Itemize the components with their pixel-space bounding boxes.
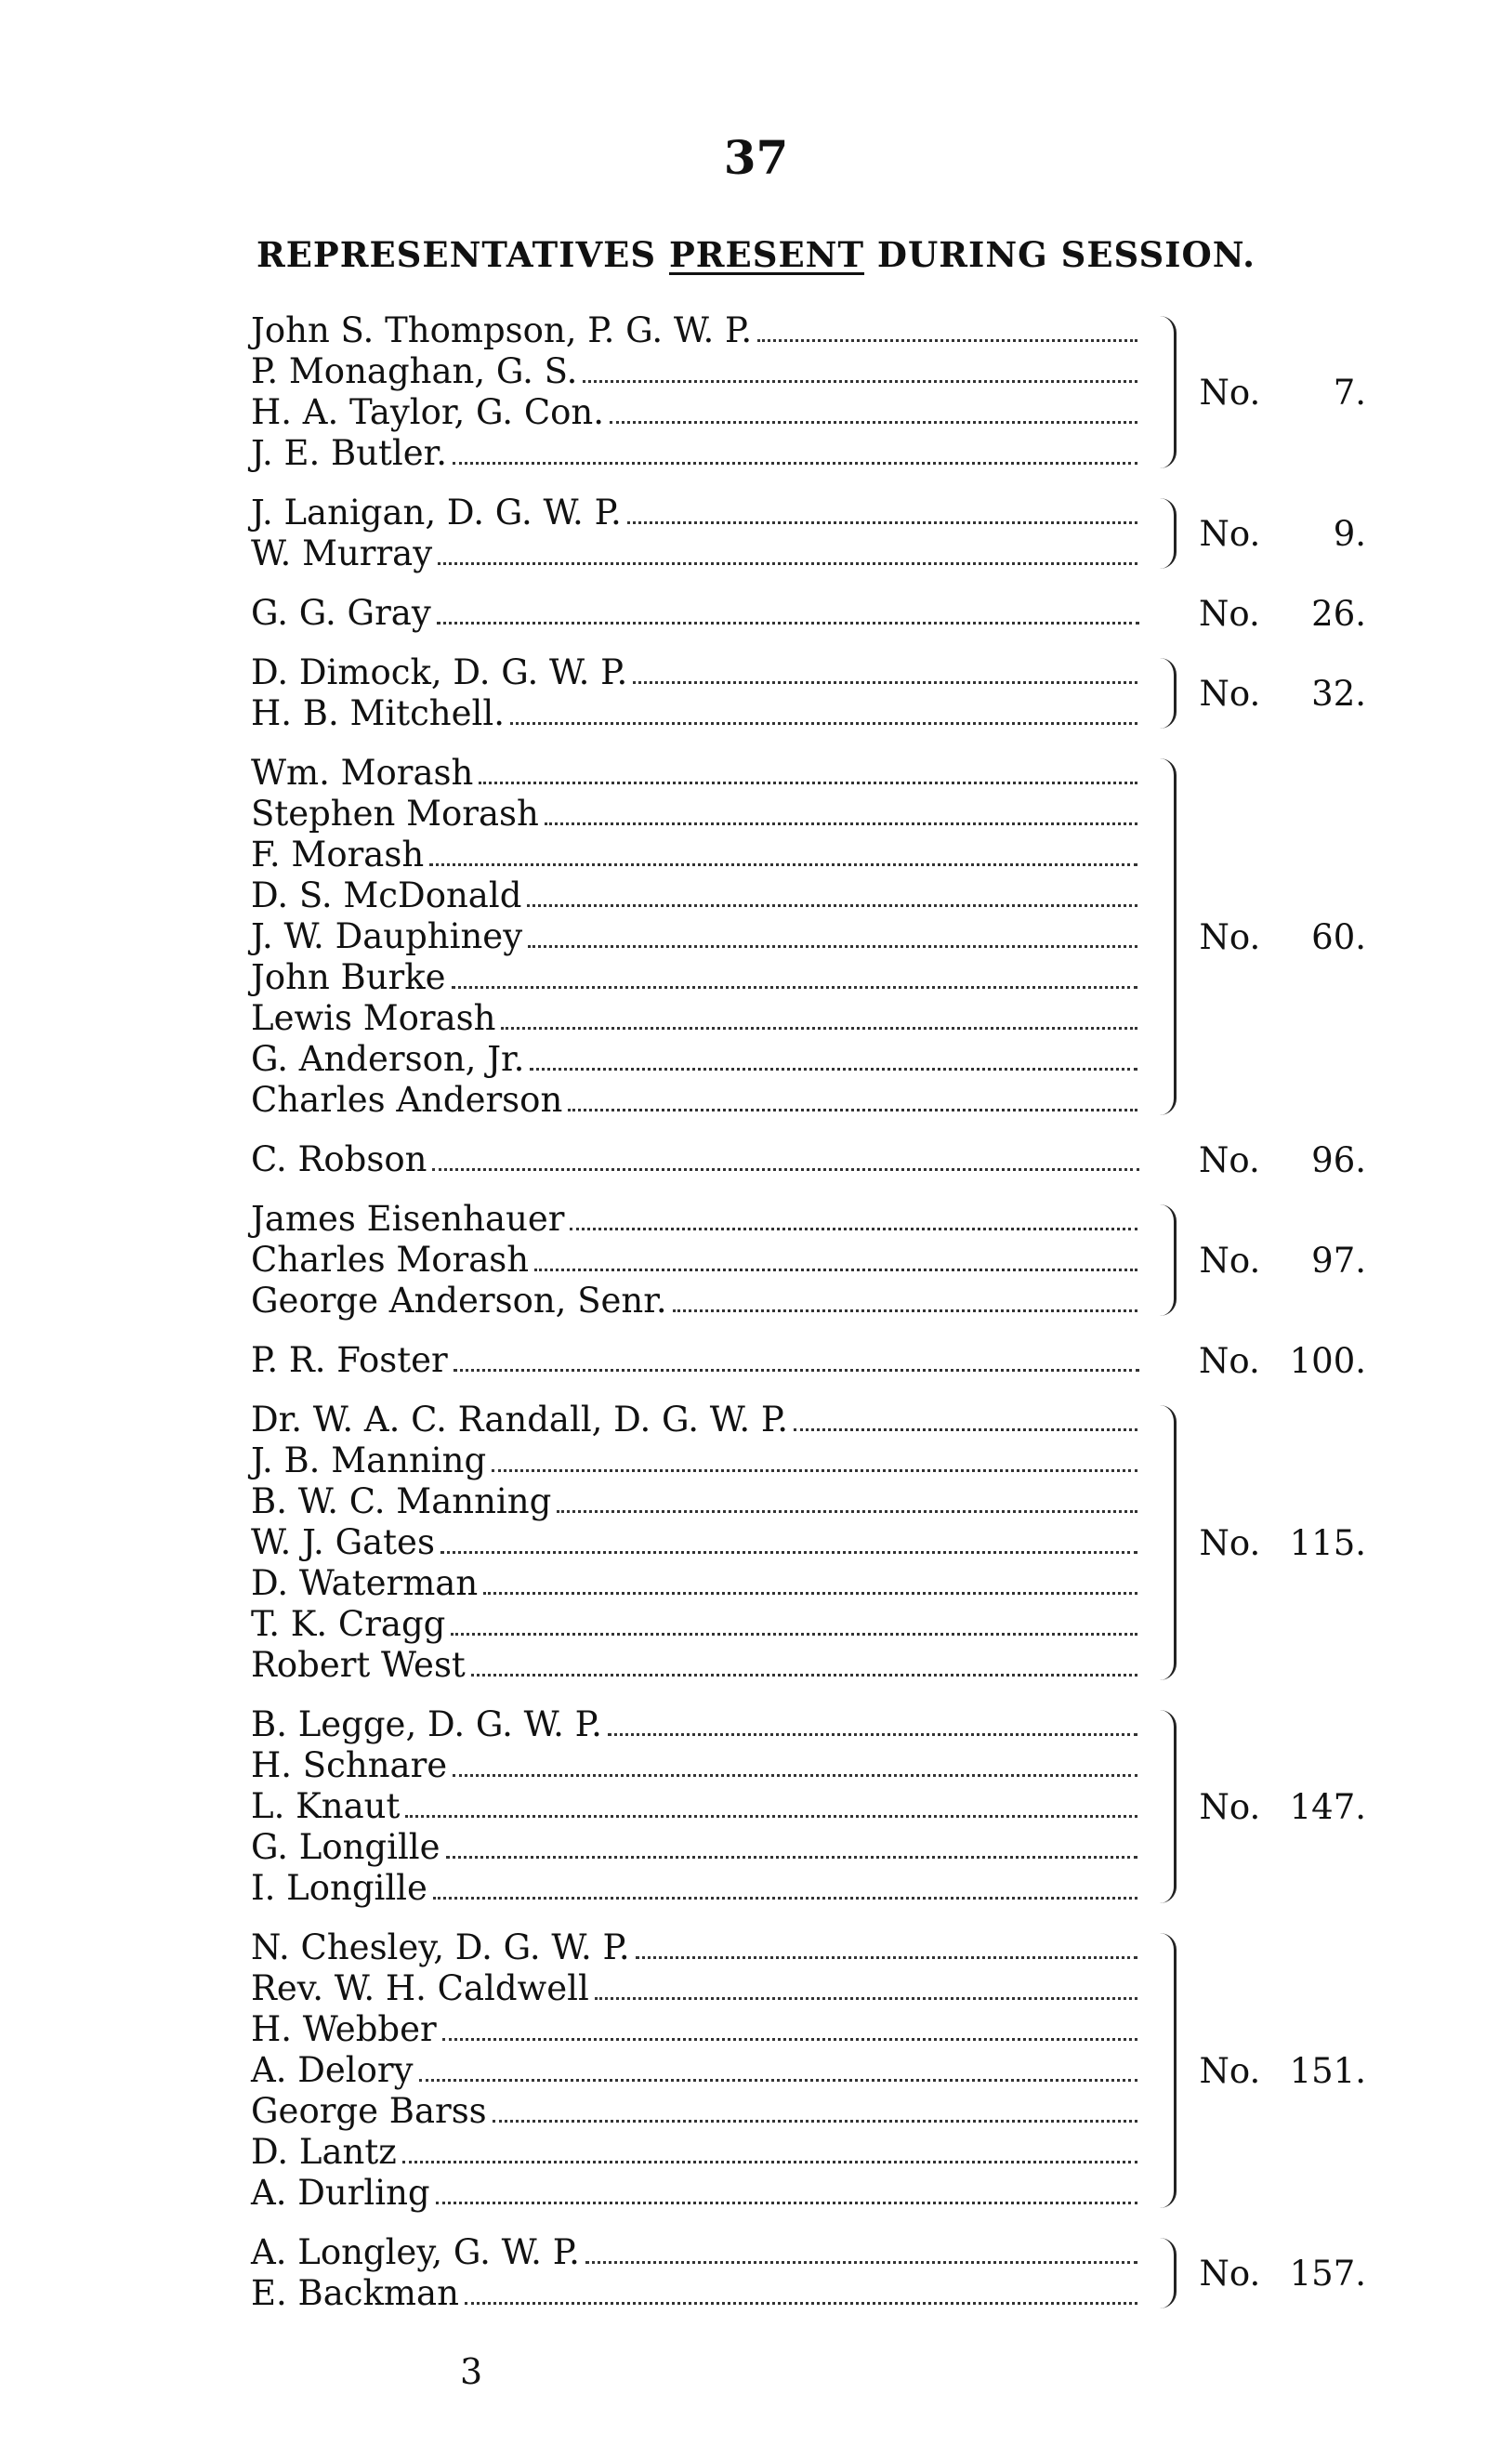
representative-name: D. Dimock, D. G. W. P. — [251, 652, 628, 692]
lodge-number — [1199, 1523, 1366, 1563]
dot-leader — [405, 1815, 1137, 1818]
lodge-number-value: 9. — [1333, 513, 1366, 554]
lodge-number — [1199, 514, 1366, 554]
lodge-number — [1199, 1140, 1366, 1180]
representative-names — [251, 2232, 1143, 2314]
dot-leader — [530, 1068, 1137, 1071]
representative-row — [251, 1745, 1143, 1786]
lodge-number-label: No. — [1199, 1139, 1260, 1180]
lodge-number-value: 157. — [1289, 2253, 1366, 2294]
representative-row — [251, 835, 1143, 875]
representative-name: James Eisenhauer — [251, 1199, 565, 1239]
representative-row — [251, 1281, 1143, 1322]
representative-row — [251, 493, 1143, 533]
signature-mark: 3 — [460, 2351, 483, 2392]
lodge-number — [1199, 2051, 1366, 2091]
lodge-number-label: No. — [1199, 1340, 1260, 1381]
representative-row — [251, 998, 1143, 1039]
representative-name: C. Robson — [251, 1139, 427, 1179]
representative-name: George Barss — [251, 2091, 487, 2131]
lodge-number-value: 147. — [1289, 1786, 1366, 1827]
dot-leader — [534, 1269, 1137, 1271]
group-brace — [1154, 598, 1177, 628]
representative-names — [251, 652, 1143, 734]
group-brace — [1152, 758, 1177, 1115]
dot-leader — [440, 1551, 1137, 1554]
representative-name: D. Lantz — [251, 2132, 397, 2172]
dot-leader — [453, 1774, 1137, 1777]
representative-name: Robert West — [251, 1645, 466, 1685]
lodge-number-value: 60. — [1311, 916, 1366, 957]
representative-name: N. Chesley, D. G. W. P. — [251, 1927, 630, 1967]
dot-leader — [583, 380, 1137, 383]
lodge-group — [251, 2232, 1366, 2314]
dot-leader — [465, 2302, 1137, 2305]
representative-row — [251, 2091, 1143, 2132]
page-number: 37 — [723, 130, 789, 185]
lodge-number — [1199, 373, 1366, 413]
representative-name: W. Murray — [251, 533, 433, 573]
representative-row — [251, 1139, 1145, 1180]
representative-row — [251, 1522, 1143, 1563]
representative-row — [251, 2050, 1143, 2091]
representative-name: H. A. Taylor, G. Con. — [251, 392, 604, 432]
lodge-number-value: 96. — [1311, 1139, 1366, 1180]
lodge-number-label: No. — [1199, 1240, 1261, 1281]
dot-leader — [608, 1733, 1137, 1736]
lodge-number-label: No. — [1199, 1786, 1261, 1827]
representative-name: B. W. C. Manning — [251, 1481, 552, 1521]
lodge-number-value: 7. — [1333, 372, 1366, 413]
representative-row — [251, 1868, 1143, 1909]
representative-row — [251, 2173, 1143, 2214]
representative-row — [251, 1340, 1145, 1381]
group-brace — [1152, 658, 1177, 729]
representative-name: J. E. Butler. — [251, 433, 448, 473]
dot-leader — [585, 2261, 1137, 2264]
representative-name: D. Waterman — [251, 1563, 479, 1603]
lodge-number-label: No. — [1199, 916, 1261, 957]
group-brace — [1152, 1405, 1177, 1680]
lodge-number-label: No. — [1199, 2253, 1261, 2294]
dot-leader — [610, 421, 1137, 424]
lodge-group — [251, 593, 1366, 634]
representative-names — [251, 1927, 1143, 2214]
dot-leader — [527, 904, 1137, 907]
dot-leader — [545, 822, 1137, 825]
dot-leader — [442, 2038, 1137, 2041]
dot-leader — [454, 1369, 1139, 1372]
lodge-number — [1199, 1787, 1366, 1827]
lodge-group — [251, 652, 1366, 734]
representative-row — [251, 693, 1143, 734]
representative-row — [251, 652, 1143, 693]
representative-names — [251, 1199, 1143, 1322]
lodge-number-label: No. — [1199, 1522, 1261, 1563]
representative-names — [251, 310, 1143, 474]
representative-name: J. W. Dauphiney — [251, 916, 523, 956]
lodge-number-label: No. — [1199, 372, 1261, 413]
representative-name: A. Durling — [251, 2173, 430, 2213]
dot-leader — [438, 562, 1137, 565]
dot-leader — [452, 986, 1137, 989]
lodge-number-value: 151. — [1289, 2050, 1366, 2091]
representative-row — [251, 875, 1143, 916]
dot-leader — [492, 1469, 1137, 1472]
dot-leader — [432, 1168, 1139, 1171]
representative-name: L. Knaut — [251, 1786, 401, 1826]
representative-name: P. Monaghan, G. S. — [251, 351, 578, 391]
lodge-number — [1199, 594, 1366, 634]
lodge-group — [251, 1400, 1366, 1686]
representative-row — [251, 1604, 1143, 1645]
representative-name: Lewis Morash — [251, 998, 496, 1038]
representative-name: P. R. Foster — [251, 1340, 448, 1380]
representative-row — [251, 2009, 1143, 2050]
representative-name: J. B. Manning — [251, 1440, 487, 1480]
representative-row — [251, 957, 1143, 998]
representative-name: John Burke — [251, 957, 446, 997]
representative-name: W. J. Gates — [251, 1522, 435, 1562]
representative-names — [251, 593, 1145, 634]
group-brace — [1152, 1933, 1177, 2208]
dot-leader — [429, 863, 1137, 866]
representative-row — [251, 1400, 1143, 1440]
representative-row — [251, 1080, 1143, 1121]
lodge-number-value: 100. — [1289, 1340, 1366, 1381]
group-brace — [1154, 1346, 1177, 1375]
lodge-number — [1199, 917, 1366, 957]
representative-name: G. Anderson, Jr. — [251, 1039, 525, 1079]
dot-leader — [483, 1592, 1137, 1595]
representative-row — [251, 2132, 1143, 2173]
lodge-group — [251, 1139, 1366, 1180]
representative-name: E. Backman — [251, 2273, 459, 2313]
representative-row — [251, 1786, 1143, 1827]
dot-leader — [595, 1997, 1137, 2000]
representative-name: I. Longille — [251, 1868, 427, 1908]
lodge-number-value: 32. — [1311, 673, 1366, 714]
dot-leader — [633, 681, 1137, 684]
lodge-group — [251, 310, 1366, 474]
dot-leader — [501, 1027, 1137, 1030]
dot-leader — [433, 1897, 1137, 1900]
dot-leader — [568, 1109, 1137, 1111]
page-heading — [0, 234, 1512, 275]
representative-name: A. Longley, G. W. P. — [251, 2232, 580, 2272]
dot-leader — [528, 945, 1137, 948]
representative-row — [251, 392, 1143, 433]
representative-names — [251, 753, 1143, 1121]
representative-name: G. Longille — [251, 1827, 440, 1867]
lodge-group — [251, 1704, 1366, 1909]
lodge-number — [1199, 2254, 1366, 2294]
group-brace — [1154, 1145, 1177, 1175]
dot-leader — [419, 2079, 1137, 2082]
representative-row — [251, 753, 1143, 794]
representative-name: B. Legge, D. G. W. P. — [251, 1704, 602, 1744]
representative-name: John S. Thompson, P. G. W. P. — [251, 310, 753, 350]
lodge-number-value: 97. — [1311, 1240, 1366, 1281]
representative-name: H. Webber — [251, 2009, 437, 2049]
dot-leader — [436, 2202, 1137, 2204]
heading-text-end: DURING SESSION. — [864, 234, 1256, 275]
representative-row — [251, 1440, 1143, 1481]
lodge-number-label: No. — [1199, 513, 1261, 554]
representative-row — [251, 1481, 1143, 1522]
representative-name: T. K. Cragg — [251, 1604, 446, 1644]
representative-name: G. G. Gray — [251, 593, 431, 633]
representative-name: Charles Anderson — [251, 1080, 563, 1120]
lodge-group — [251, 493, 1366, 574]
representative-names — [251, 1340, 1145, 1381]
lodge-group — [251, 753, 1366, 1121]
dot-leader — [557, 1510, 1137, 1513]
representative-row — [251, 2273, 1143, 2314]
representative-row — [251, 1827, 1143, 1868]
representative-name: George Anderson, Senr. — [251, 1281, 667, 1321]
group-brace — [1152, 498, 1177, 569]
lodge-number-value: 26. — [1311, 593, 1366, 634]
dot-leader — [636, 1956, 1137, 1959]
representative-row — [251, 1927, 1143, 1968]
representative-name: A. Delory — [251, 2050, 414, 2090]
dot-leader — [446, 1856, 1137, 1859]
dot-leader — [493, 2120, 1137, 2123]
representative-row — [251, 1645, 1143, 1686]
dot-leader — [479, 782, 1137, 784]
lodge-number — [1199, 1241, 1366, 1281]
heading-text-start: REPRESENTATIVES — [256, 234, 669, 275]
representative-names — [251, 1139, 1145, 1180]
representative-row — [251, 310, 1143, 351]
dot-leader — [757, 339, 1137, 342]
dot-leader — [402, 2161, 1137, 2163]
dot-leader — [453, 462, 1137, 465]
dot-leader — [627, 521, 1137, 524]
representative-name: J. Lanigan, D. G. W. P. — [251, 493, 622, 533]
dot-leader — [570, 1228, 1137, 1230]
representative-names — [251, 493, 1143, 574]
lodge-group — [251, 1199, 1366, 1322]
lodge-number-value: 115. — [1289, 1522, 1366, 1563]
representative-row — [251, 1039, 1143, 1080]
dot-leader — [510, 722, 1137, 725]
representative-name: Dr. W. A. C. Randall, D. G. W. P. — [251, 1400, 789, 1440]
representative-row — [251, 533, 1143, 574]
representative-row — [251, 1704, 1143, 1745]
group-brace — [1152, 2238, 1177, 2308]
dot-leader — [437, 622, 1139, 625]
representative-name: F. Morash — [251, 835, 425, 875]
group-brace — [1152, 1710, 1177, 1903]
representative-names — [251, 1400, 1143, 1686]
representative-name: H. Schnare — [251, 1745, 448, 1785]
lodge-number-label: No. — [1199, 2050, 1261, 2091]
dot-leader — [451, 1633, 1137, 1636]
representative-row — [251, 593, 1145, 634]
dot-leader — [471, 1674, 1137, 1677]
lodge-number — [1199, 674, 1366, 714]
representative-row — [251, 351, 1143, 392]
representative-row — [251, 1199, 1143, 1240]
dot-leader — [673, 1309, 1137, 1312]
representative-name: D. S. McDonald — [251, 875, 522, 915]
representative-row — [251, 1968, 1143, 2009]
lodge-number — [1199, 1341, 1366, 1381]
representative-row — [251, 2232, 1143, 2273]
dot-leader — [794, 1428, 1137, 1431]
group-brace — [1152, 316, 1177, 468]
representative-name: Charles Morash — [251, 1240, 530, 1280]
representative-name: Wm. Morash — [251, 753, 474, 793]
representative-name: Rev. W. H. Caldwell — [251, 1968, 589, 2008]
representative-row — [251, 794, 1143, 835]
representatives-list — [251, 310, 1366, 2333]
lodge-group — [251, 1340, 1366, 1381]
lodge-group — [251, 1927, 1366, 2214]
heading-text-underlined: PRESENT — [668, 234, 865, 275]
group-brace — [1152, 1204, 1177, 1316]
representative-row — [251, 433, 1143, 474]
representative-name: Stephen Morash — [251, 794, 539, 834]
representative-row — [251, 916, 1143, 957]
lodge-number-label: No. — [1199, 673, 1261, 714]
representative-name: H. B. Mitchell. — [251, 693, 505, 733]
representative-row — [251, 1563, 1143, 1604]
representative-row — [251, 1240, 1143, 1281]
lodge-number-label: No. — [1199, 593, 1260, 634]
representative-names — [251, 1704, 1143, 1909]
